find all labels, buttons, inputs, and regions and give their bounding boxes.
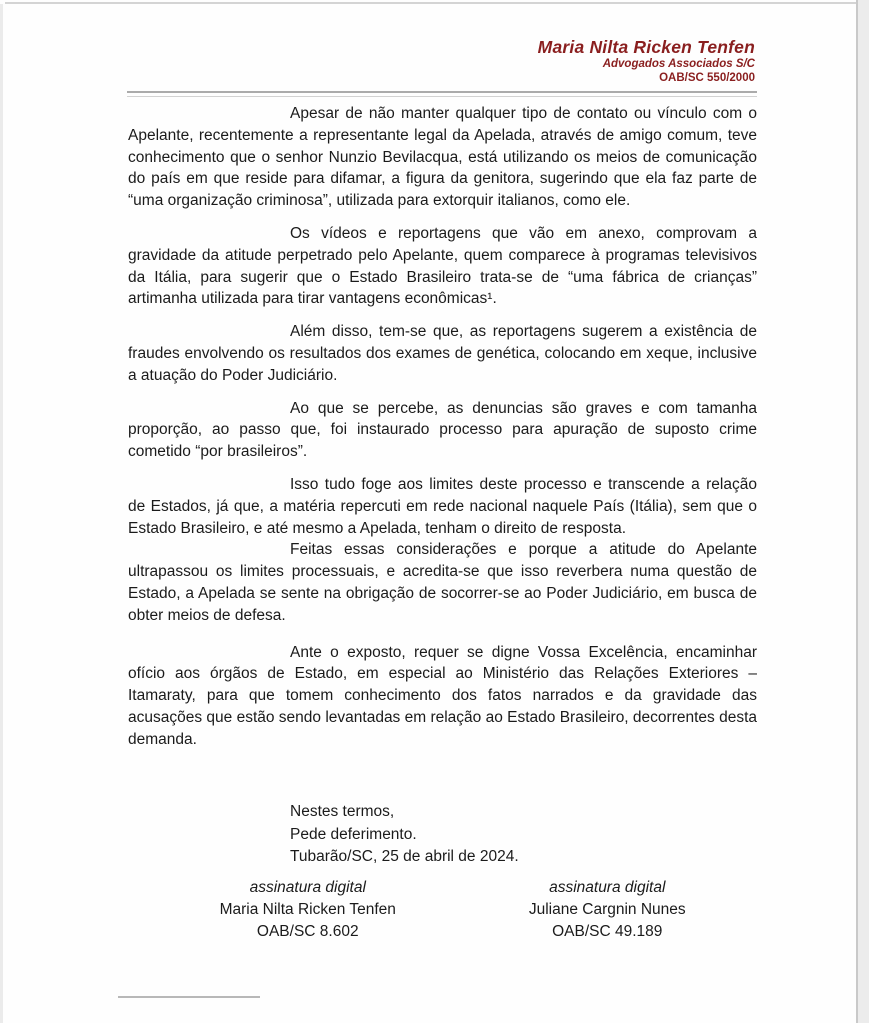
- photo-edge-left: [0, 4, 3, 1023]
- closing-line-terms: Nestes termos,: [290, 803, 395, 820]
- signature-block-left: [158, 877, 458, 943]
- signature-row: [128, 877, 757, 943]
- paragraph-4: Ao que se percebe, as denuncias são graves e com tamanha proporção, ao passo que, foi instaurado processo para apuração de suposto crime cometido “por brasileiros”.: [128, 399, 757, 461]
- paragraph-2: Os vídeos e reportagens que vão em anexo, comprovam a gravidade da atitude perpetrado pelo Apelante, quem comparece à programas televisivos da Itália, para sugerir que o Estado Brasileiro trata-se de “uma fábrica de crianças” artimanha utilizada para tirar vantagens econômicas¹.: [128, 224, 757, 308]
- paragraph-6: Feitas essas considerações e porque a atitude do Apelante ultrapassou os limites processuais, e acredita-se que isso reverbera numa questão de Estado, a Apelada se sente na obrigação de socorrer-se ao Poder Judiciário, em busca de obter meios de defesa.: [128, 541, 757, 624]
- letterhead: [538, 37, 755, 85]
- paragraph-7: Ante o exposto, requer se digne Vossa Excelência, encaminhar ofício aos órgãos de Estado, em especial ao Ministério das Relações Exteriores – Itamaraty, para que tomem conhecimento dos fatos narrados e da gravidade das acusações que estão sendo levantadas em relação ao Estado Brasileiro, decorrentes desta demanda.: [128, 643, 757, 748]
- paragraph-1: Apesar de não manter qualquer tipo de contato ou vínculo com o Apelante, recentemente a representante legal da Apelada, através de amigo comum, teve conhecimento que o senhor Nunzio Bevilacqua, está utilizando os meios de comunicação do país em que reside para difamar, a figura da genitora, sugerindo que ela faz parte de “uma organização criminosa”, utilizada para extorquir italianos, como ele.: [128, 105, 757, 210]
- signature-oab: OAB/SC 8.602: [256, 923, 359, 940]
- signature-oab: OAB/SC 49.189: [552, 923, 663, 940]
- firm-oab-number: OAB/SC 550/2000: [659, 71, 755, 84]
- letterhead-divider: [127, 91, 757, 97]
- closing-line-request: Pede deferimento.: [290, 825, 417, 843]
- closing-block: [290, 801, 519, 869]
- footnote-divider: [118, 996, 260, 998]
- document-body: [128, 103, 757, 751]
- signature-label: assinatura digital: [549, 879, 666, 896]
- signature-label: assinatura digital: [249, 879, 366, 896]
- paragraph-5: Isso tudo foge aos limites deste processo e transcende a relação de Estados, já que, a matéria repercuti em rede nacional naquele País (Itália), sem que o Estado Brasileiro, e até mesmo a Apelada, tenham o direito de resposta.: [128, 475, 757, 537]
- photo-edge-right: [856, 0, 869, 1023]
- photo-edge-top: [5, 2, 858, 4]
- firm-name: Maria Nilta Ricken Tenfen: [537, 37, 755, 57]
- signature-block-right: [458, 877, 758, 943]
- paragraph-3: Além disso, tem-se que, as reportagens sugerem a existência de fraudes envolvendo os resultados dos exames de genética, colocando em xeque, inclusive a atuação do Poder Judiciário.: [128, 323, 757, 384]
- signature-name: Juliane Cargnin Nunes: [528, 901, 686, 918]
- firm-subtitle: Advogados Associados S/C: [602, 58, 755, 70]
- signature-name: Maria Nilta Ricken Tenfen: [219, 901, 396, 918]
- closing-line-date: Tubarão/SC, 25 de abril de 2024.: [290, 848, 519, 866]
